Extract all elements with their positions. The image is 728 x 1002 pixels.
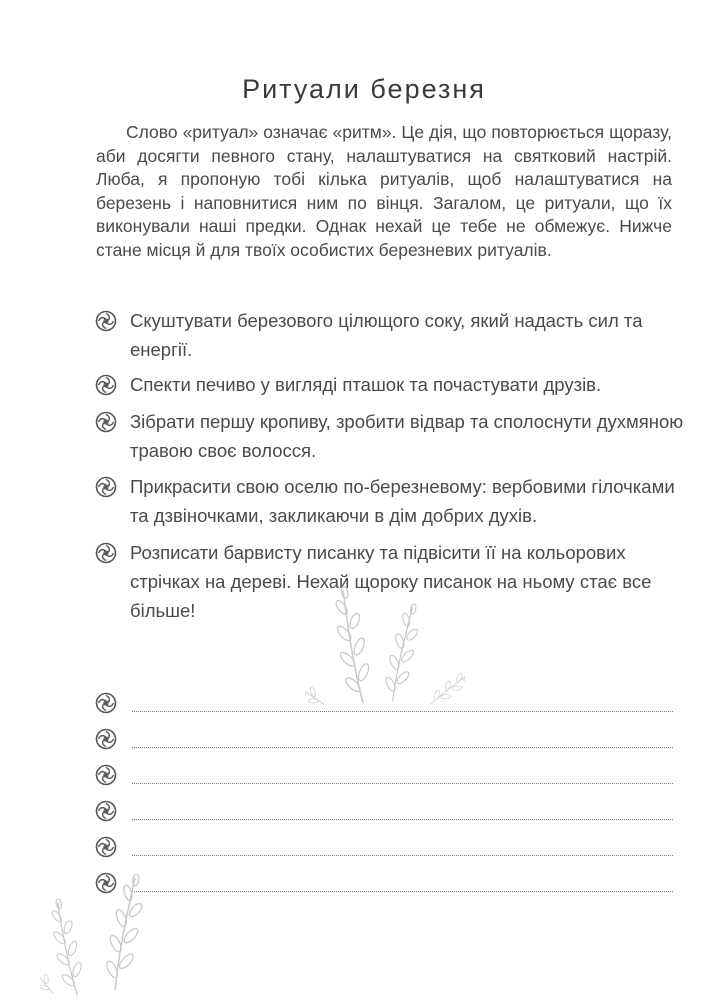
dotted-line: [132, 891, 673, 892]
intro-text: Слово «ритуал» означає «ритм». Це дія, що повторюється щоразу, аби досягти певного стану, налаштуватися на святковий настрій. Люба, я пропоную тобі кілька ритуалів, щоб налаштуватися на березень і наповнитися ним по вінця. Загалом, це ритуали, що їх виконували наші предки. Однак нехай це тебе не обмежує. Нижче стане місця й для твоїх особистих березневих ритуалів.: [96, 122, 672, 260]
list-item-text: Прикрасити свою оселю по-березневому: вербовими гілочками та дзвіночками, закликаючи в дім добрих духів.: [130, 476, 675, 526]
list-item-text: Зібрати першу кропиву, зробити відвар та сполоснути духмяною травою своє волосся.: [130, 411, 684, 461]
list-item: [95, 472, 685, 530]
swirl-icon: [95, 728, 117, 750]
dotted-line: [132, 747, 673, 748]
dotted-line: [132, 711, 673, 712]
swirl-icon: [95, 374, 117, 396]
swirl-icon: [95, 692, 117, 714]
blank-line[interactable]: [95, 728, 675, 752]
list-item-text: Спекти печиво у вигляді пташок та почастувати друзів.: [130, 374, 602, 395]
willow-branch-icon: [40, 872, 170, 997]
dotted-line: [132, 855, 673, 856]
blank-line[interactable]: [95, 800, 675, 824]
swirl-icon: [95, 836, 117, 858]
blank-line[interactable]: [95, 836, 675, 860]
dotted-line: [132, 783, 673, 784]
dotted-line: [132, 819, 673, 820]
swirl-icon: [95, 310, 117, 332]
list-item: [95, 370, 685, 399]
list-item: [95, 407, 685, 465]
swirl-icon: [95, 411, 117, 433]
swirl-icon: [95, 542, 117, 564]
blank-line[interactable]: [95, 692, 675, 716]
page-title: Ритуали березня: [242, 74, 486, 104]
list-item-text: Розписати барвисту писанку та підвісити її на кольорових стрічках на дереві. Нехай щороку писанок на ньому стає все більше!: [130, 542, 652, 621]
intro-paragraph: [96, 121, 672, 262]
blank-line[interactable]: [95, 764, 675, 788]
swirl-icon: [95, 800, 117, 822]
list-item: [95, 306, 685, 364]
blank-line[interactable]: [95, 872, 675, 896]
list-item-text: Скуштувати березового цілющого соку, який надасть сил та енергії.: [130, 310, 643, 360]
swirl-icon: [95, 764, 117, 786]
swirl-icon: [95, 476, 117, 498]
